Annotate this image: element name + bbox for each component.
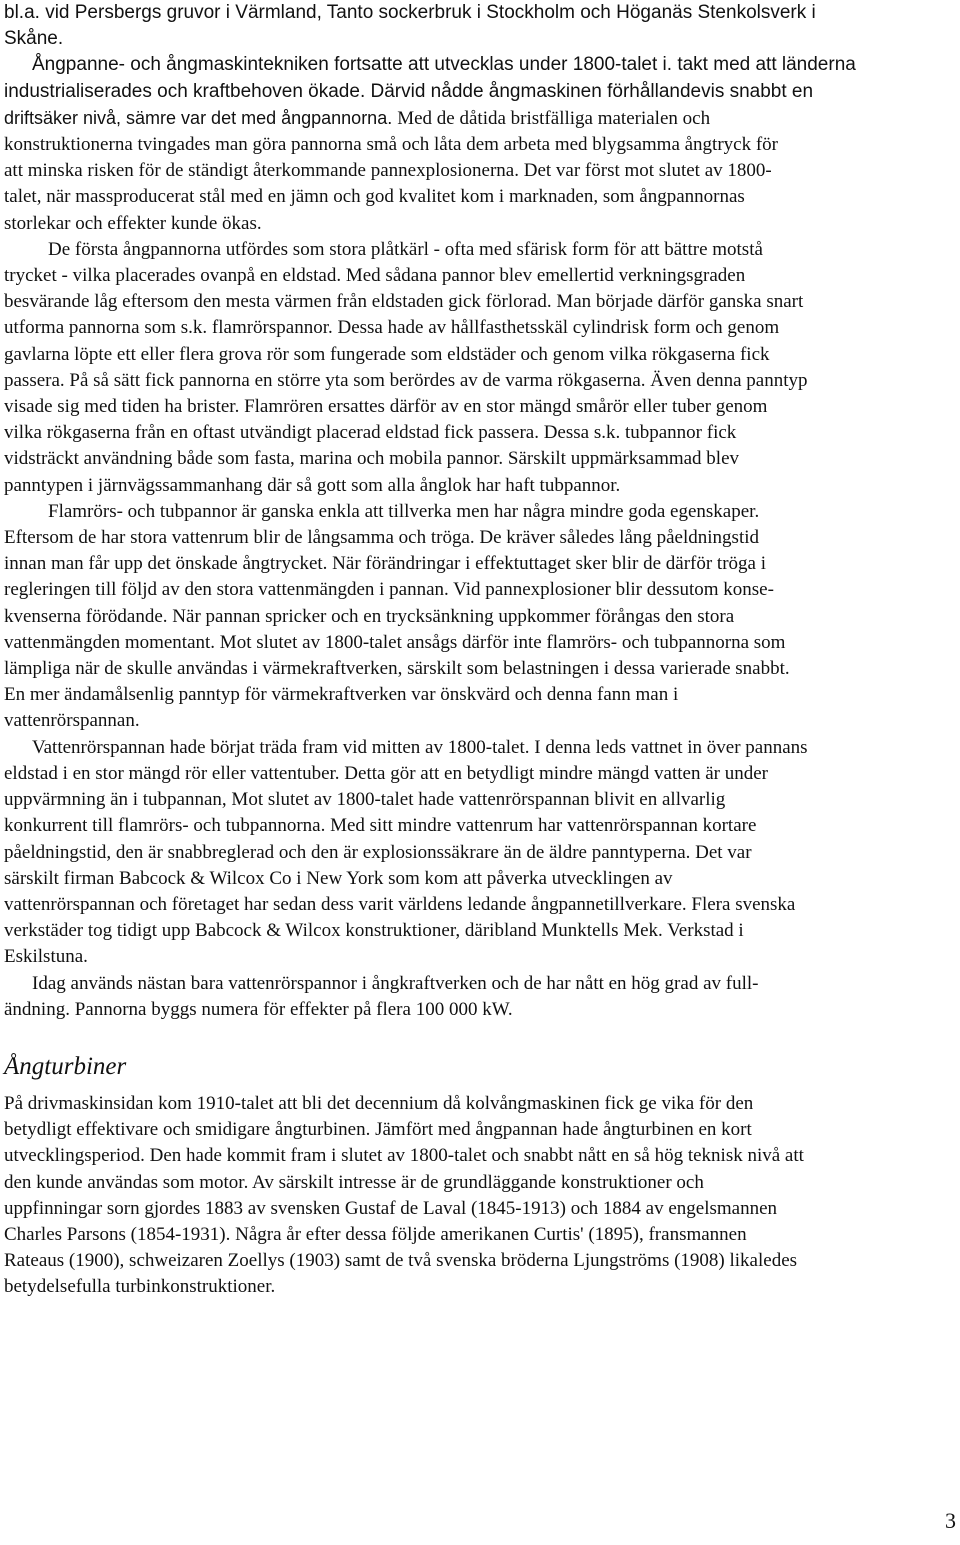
text-line: Idag används nästan bara vattenrörspannor i ångkraftverken och de har nått en hög grad av full-: [32, 972, 759, 994]
text-line: industrialiserades och kraftbehoven ökade. Därvid nådde ångmaskinen förhållandevis snabbt en: [4, 80, 814, 102]
text-line: panntypen i järnvägssammanhang där så gott som alla ånglok har haft tubpannor.: [4, 474, 621, 496]
text-line: betydelsefulla turbinkonstruktioner.: [4, 1276, 276, 1298]
text-line: eldstad i en stor mängd rör eller vattentuber. Detta gör att en betydligt mindre mängd vatten är under: [4, 762, 768, 784]
document-page: [4, 0, 958, 1301]
text-line: passera. På så sätt fick pannorna en större yta som berördes av de varma rökgaserna. Även denna panntyp: [4, 369, 808, 391]
text-line: Ångpanne- och ångmaskintekniken fortsatte att utvecklas under 1800-talet i. takt med att länderna: [32, 54, 856, 76]
text-line: vidsträckt användning både som fasta, marina och mobila pannor. Särskilt uppmärksammad blev: [4, 448, 740, 470]
text-line: talet, när massproducerat stål med en jämn och god kvalitet kom i marknaden, som ångpannornas: [4, 186, 745, 208]
text-line: [4, 105, 958, 132]
text-line: vattenmängden momentant. Mot slutet av 1800-talet ansågs därför inte flamrörs- och tubpannorna som: [4, 631, 786, 653]
section-text: [4, 1091, 958, 1301]
text-line: den kunde användas som motor. Av särskilt intresse är de grundläggande konstruktioner och: [4, 1171, 704, 1193]
text-line-part: driftsäker nivå, sämre var det med ångpannorna.: [4, 107, 398, 128]
text-line: uppvärmning än i tubpannan, Mot slutet av 1800-talet hade vattenrörspannan blivit en allvarlig: [4, 789, 726, 811]
text-line: kvenserna förödande. När pannan spricker och en trycksänkning uppkommer förångas den stora: [4, 605, 735, 627]
text-line: vattenrörspannan.: [4, 710, 140, 732]
text-line: påeldningstid, den är snabbreglerad och den är explosionssäkrare än de äldre panntyperna. Det var: [4, 841, 752, 863]
text-line: visade sig med tiden ha brister. Flamrören ersattes därför av en stor mängd smårör eller tuber genom: [4, 396, 768, 418]
text-line: ändning. Pannorna byggs numera för effekter på flera 100 000 kW.: [4, 998, 513, 1020]
text-line: Vattenrörspannan hade börjat träda fram vid mitten av 1800-talet. I denna leds vattnet in över pannans: [32, 736, 808, 758]
text-line: bl.a. vid Persbergs gruvor i Värmland, Tanto sockerbruk i Stockholm och Höganäs Stenkolsverk i: [4, 2, 816, 23]
text-line: utvecklingsperiod. Den hade kommit fram i slutet av 1800-talet och snabbt nått en så hög teknisk nivå att: [4, 1145, 804, 1167]
text-line: utforma pannorna som s.k. flamrörspannor. Dessa hade av hållfasthetsskäl cylindrisk form och genom: [4, 317, 780, 339]
text-line: De första ångpannorna utfördes som stora plåtkärl - ofta med sfärisk form för att bättre motstå: [48, 238, 763, 260]
text-line-part: Med de dåtida bristfälliga materialen och: [397, 107, 711, 129]
text-line: Eftersom de har stora vattenrum blir de långsamma och tröga. De kräver således lång påeldningstid: [4, 527, 759, 549]
text-line: trycket - vilka placerades ovanpå en eldstad. Med sådana pannor blev emellertid verkningsgraden: [4, 265, 746, 287]
text-line: Rateaus (1900), schweizaren Zoellys (1903) samt de två svenska bröderna Ljungströms (1908) likaledes: [4, 1250, 798, 1272]
text-line: att minska risken för de ständigt återkommande pannexplosionerna. Det var först mot slutet av 1800-: [4, 160, 772, 182]
section-heading: Ångturbiner: [4, 1052, 127, 1080]
text-line: Eskilstuna.: [4, 946, 88, 968]
text-line: gavlarna löpte ett eller flera grova rör som fungerade som eldstäder och genom vilka rökgaserna fick: [4, 343, 770, 365]
text-line: Skåne.: [4, 28, 64, 50]
page-number: 3: [945, 1508, 956, 1533]
text-line: regleringen till följd av den stora vattenmängden i pannan. Vid pannexplosioner blir dessutom konse-: [4, 579, 774, 601]
text-line: Charles Parsons (1854-1931). Några år efter dessa följde amerikanen Curtis' (1895), fransmannen: [4, 1223, 747, 1245]
text-line: verkstäder tog tidigt upp Babcock & Wilcox konstruktioner, däribland Munktells Mek. Verkstad i: [4, 920, 744, 942]
text-line: innan man får upp det önskade ångtrycket. När förändringar i effektuttaget sker blir de därför tröga i: [4, 553, 766, 575]
text-line: storlekar och effekter kunde ökas.: [4, 212, 262, 234]
text-line: särskilt firman Babcock & Wilcox Co i New York som kom att påverka utvecklingen av: [4, 867, 673, 889]
text-line: konstruktionerna tvingades man göra pannorna små och låta dem arbeta med blygsamma ångtryck för: [4, 134, 778, 156]
text-line: konkurrent till flamrörs- och tubpannorna. Med sitt mindre vattenrum har vattenrörspannan kortare: [4, 815, 757, 837]
text-line: lämpliga när de skulle användas i värmekraftverken, särskilt som belastningen i dessa varierade snabbt.: [4, 658, 790, 680]
text-line: vattenrörspannan och företaget har sedan dess varit världens ledande ångpannetillverkare. Flera svenska: [4, 893, 796, 915]
text-line: Flamrörs- och tubpannor är ganska enkla att tillverka men har några mindre goda egenskaper.: [48, 500, 760, 522]
text-line: betydligt effektivare och smidigare ångturbinen. Jämfört med ångpannan hade ångturbinen en kort: [4, 1119, 752, 1141]
text-line: På drivmaskinsidan kom 1910-talet att bli det decennium då kolvångmaskinen fick ge vika för den: [4, 1092, 754, 1114]
text-line: vilka rökgaserna från en oftast utvändigt placerad eldstad fick passera. Dessa s.k. tubpannor fick: [4, 422, 737, 444]
body-text: [4, 0, 958, 1023]
text-line: En mer ändamålsenlig panntyp för värmekraftverken var önskvärd och denna fann man i: [4, 684, 679, 706]
text-line: besvärande låg eftersom den mesta värmen från eldstaden gick förlorad. Man började därför ganska snart: [4, 291, 804, 313]
text-line: uppfinningar sorn gjordes 1883 av svensken Gustaf de Laval (1845-1913) och 1884 av engelsmannen: [4, 1197, 778, 1219]
